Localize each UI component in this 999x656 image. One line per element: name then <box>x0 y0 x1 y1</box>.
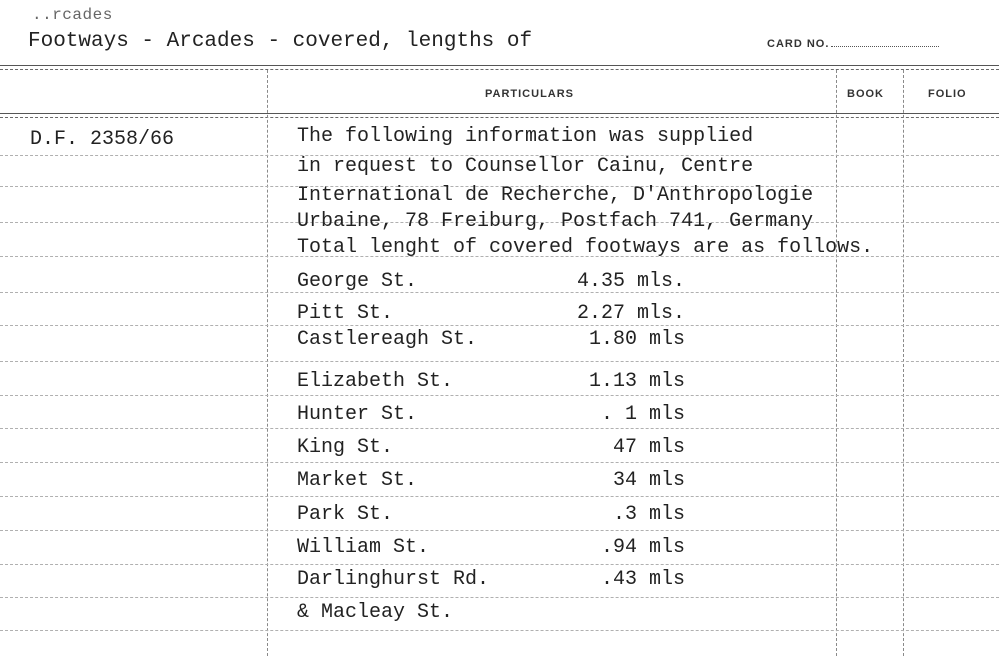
street-name: & Macleay St. <box>297 601 454 624</box>
street-name: Castlereagh St. <box>297 328 478 351</box>
document-reference: D.F. 2358/66 <box>30 128 175 151</box>
street-name: George St. <box>297 270 418 293</box>
street-name: Elizabeth St. <box>297 370 454 393</box>
street-name: Hunter St. <box>297 403 418 426</box>
column-divider-book <box>836 70 837 656</box>
column-header-folio: FOLIO <box>928 88 967 100</box>
ruled-line <box>0 395 999 396</box>
street-name: William St. <box>297 536 430 559</box>
street-name: Pitt St. <box>297 302 394 325</box>
ruled-line <box>0 428 999 429</box>
ruled-line <box>0 361 999 362</box>
header-rule-top <box>0 65 999 66</box>
card-title: Footways - Arcades - covered, lengths of <box>28 30 533 53</box>
column-header-book: BOOK <box>847 88 884 100</box>
street-length: 1.80 mls <box>588 328 685 351</box>
column-header-particulars: PARTICULARS <box>485 88 575 100</box>
header-rule-top-2 <box>0 69 999 70</box>
street-length: 2.27 mls. <box>576 302 685 325</box>
street-length: 4.35 mls. <box>576 270 685 293</box>
header-rule-bottom <box>0 113 999 114</box>
particulars-line: The following information was supplied <box>297 125 754 148</box>
street-length: 47 mls <box>612 436 685 459</box>
street-length: . 1 mls <box>600 403 685 426</box>
card-number-field <box>767 37 939 50</box>
street-length: .94 mls <box>600 536 685 559</box>
street-length: .43 mls <box>600 568 685 591</box>
column-divider-folio <box>903 70 904 656</box>
particulars-line: in request to Counsellor Cainu, Centre <box>297 155 754 178</box>
header-rule-bottom-2 <box>0 117 999 118</box>
ruled-line <box>0 564 999 565</box>
ruled-line <box>0 530 999 531</box>
street-length: .3 mls <box>612 503 685 526</box>
ruled-line <box>0 325 999 326</box>
street-name: Park St. <box>297 503 394 526</box>
card-number-blank <box>831 37 939 47</box>
card-top-label: ..rcades <box>32 6 113 24</box>
street-length: 1.13 mls <box>588 370 685 393</box>
street-name: Darlinghurst Rd. <box>297 568 490 591</box>
street-name: King St. <box>297 436 394 459</box>
particulars-line: Total lenght of covered footways are as follows. <box>297 236 874 259</box>
street-length: 34 mls <box>612 469 685 492</box>
ruled-line <box>0 597 999 598</box>
ruled-line <box>0 292 999 293</box>
particulars-line: Urbaine, 78 Freiburg, Postfach 741, Germany <box>297 210 814 233</box>
column-divider-particulars <box>267 70 268 656</box>
ruled-line <box>0 496 999 497</box>
particulars-line: International de Recherche, D'Anthropologie <box>297 184 814 207</box>
ruled-line <box>0 630 999 631</box>
card-number-label: CARD NO. <box>767 38 830 50</box>
ruled-line <box>0 462 999 463</box>
street-name: Market St. <box>297 469 418 492</box>
